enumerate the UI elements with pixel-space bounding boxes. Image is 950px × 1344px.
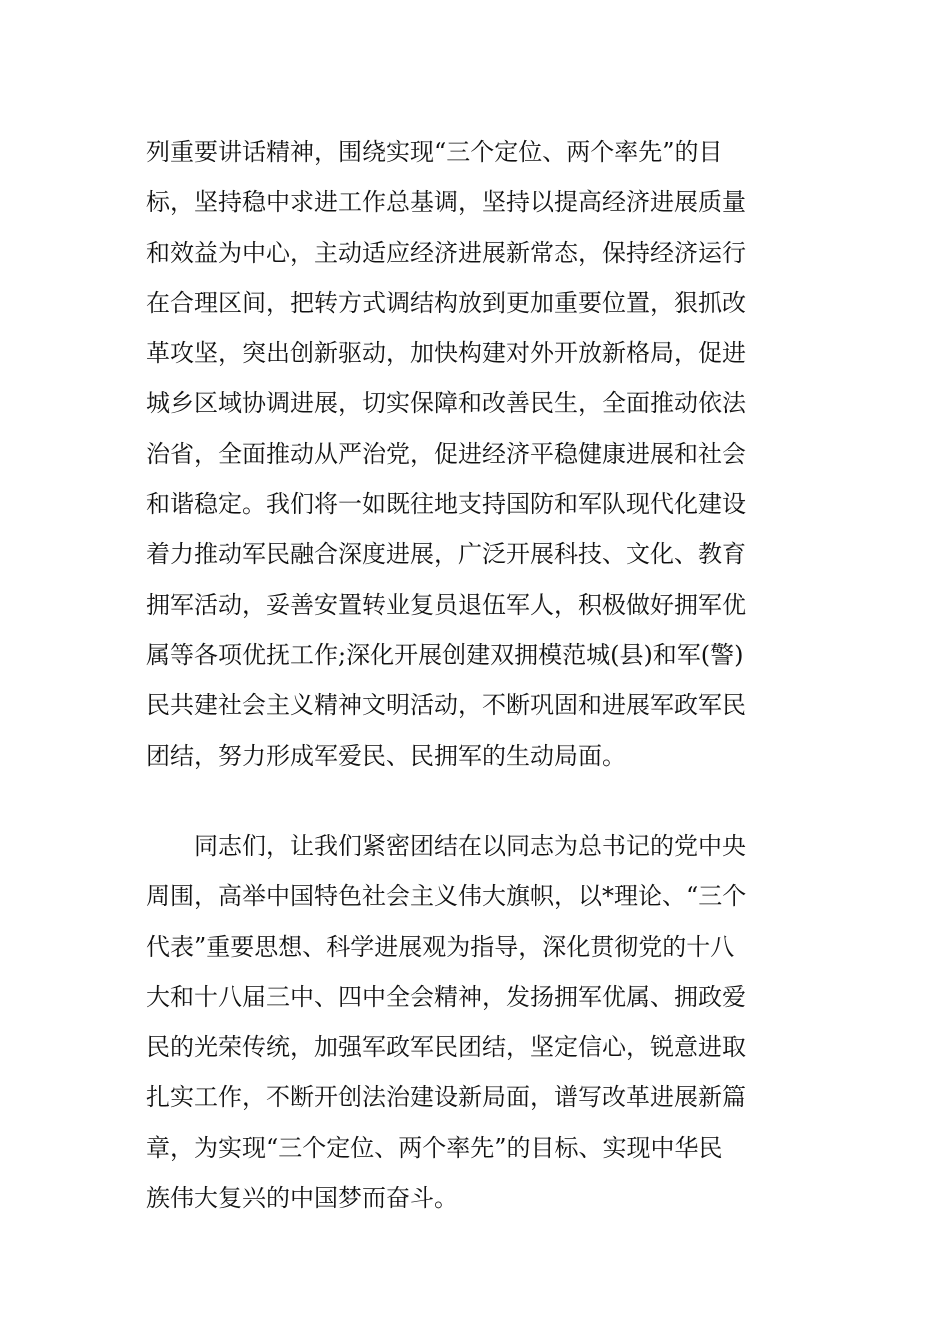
text-line: 章，为实现“三个定位、两个率先”的目标、实现中华民	[146, 1133, 723, 1162]
text-line: 团结，努力形成军爱民、民拥军的生动局面。	[146, 741, 626, 770]
text-line: 城乡区域协调进展，切实保障和改善民生，全面推动依法	[146, 389, 746, 418]
text-line: 大和十八届三中、四中全会精神，发扬拥军优属、拥政爱	[146, 982, 746, 1011]
text-line: 标，坚持稳中求进工作总基调，坚持以提高经济进展质量	[146, 188, 746, 217]
text-line: 周围，高举中国特色社会主义伟大旗帜，以*理论、“三个	[146, 882, 747, 911]
text-line: 革攻坚，突出创新驱动，加快构建对外开放新格局，促进	[146, 339, 746, 368]
text-line: 同志们，让我们紧密团结在以同志为总书记的党中央	[146, 832, 746, 860]
text-line: 在合理区间，把转方式调结构放到更加重要位置，狠抓改	[146, 288, 746, 317]
text-line: 民的光荣传统，加强军政军民团结，坚定信心，锐意进取	[146, 1033, 746, 1062]
text-line: 属等各项优抚工作;深化开展创建双拥模范城(县)和军(警)	[146, 640, 744, 669]
text-line: 拥军活动，妥善安置转业复员退伍军人，积极做好拥军优	[146, 590, 746, 619]
text-line: 代表”重要思想、科学进展观为指导，深化贯彻党的十八	[146, 932, 735, 961]
text-line: 列重要讲话精神，围绕实现“三个定位、两个率先”的目	[146, 138, 723, 166]
text-line: 民共建社会主义精神文明活动，不断巩固和进展军政军民	[146, 691, 746, 720]
text-line: 和谐稳定。我们将一如既往地支持国防和军队现代化建设	[146, 490, 746, 519]
text-line: 扎实工作，不断开创法治建设新局面，谱写改革进展新篇	[146, 1083, 746, 1112]
text-line: 和效益为中心，主动适应经济进展新常态，保持经济运行	[146, 238, 746, 267]
text-line: 族伟大复兴的中国梦而奋斗。	[146, 1184, 458, 1213]
body-paragraph-1	[146, 127, 806, 781]
text-line: 着力推动军民融合深度进展，广泛开展科技、文化、教育	[146, 540, 746, 569]
text-line: 治省，全面推动从严治党，促进经济平稳健康进展和社会	[146, 439, 746, 468]
body-paragraph-2	[146, 821, 806, 1223]
